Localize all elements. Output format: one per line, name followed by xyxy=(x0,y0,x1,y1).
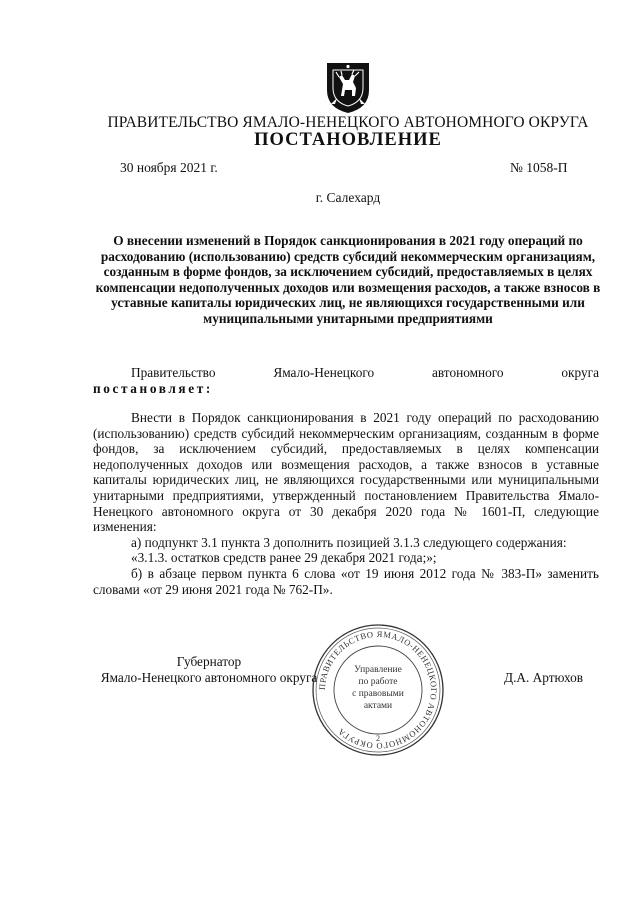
body-item-a-quote: «3.1.3. остатков средств ранее 29 декабря 2021 года;»; xyxy=(131,550,437,566)
signature-position xyxy=(93,654,325,685)
stamp-number: 2 xyxy=(376,734,380,743)
stamp-ring-text: ПРАВИТЕЛЬСТВО ЯМАЛО-НЕНЕЦКОГО АВТОНОМНОГО ОКРУГА xyxy=(316,628,440,752)
stamp-center-line1: Управление xyxy=(354,665,402,675)
stamp-center-line2: по работе xyxy=(358,677,398,687)
document-kind: ПОСТАНОВЛЕНИЕ xyxy=(254,130,442,150)
document-number: № 1058-П xyxy=(510,160,568,175)
coat-of-arms-icon xyxy=(323,60,373,115)
document-city: г. Салехард xyxy=(315,190,381,205)
body-item-a: а) подпункт 3.1 пункта 3 дополнить позицией 3.1.3 следующего содержания: xyxy=(131,534,567,550)
organization-name: ПРАВИТЕЛЬСТВО ЯМАЛО-НЕНЕЦКОГО АВТОНОМНОГО ОКРУГА xyxy=(107,114,589,131)
stamp-center-line3: с правовыми xyxy=(352,689,404,699)
document-body xyxy=(93,410,599,597)
preamble-resolves: постановляет: xyxy=(93,381,213,396)
signature-position-line2: Ямало-Ненецкого автономного округа xyxy=(100,669,318,685)
signature-name: Д.А. Артюхов xyxy=(504,670,584,685)
body-item-b: б) в абзаце первом пункта 6 слова «от 19 июня 2012 года № 383-П» заменить словами «от 29 июня 2021 года № 762-П». xyxy=(93,565,599,597)
official-stamp xyxy=(308,620,448,760)
signature-position-line1: Губернатор xyxy=(176,654,242,669)
preamble-government: Правительство Ямало-Ненецкого автономного округа xyxy=(131,365,599,380)
document-date: 30 ноября 2021 г. xyxy=(120,160,218,175)
body-intro: Внести в Порядок санкционирования в 2021 году операций по расходованию (использованию) средств субсидий некоммерческим организациям, созданным в форме фондов, за исключением субсидий, предоставляемых в целях компенсации недополученных доходов или возмещения расходов, а также взносов в уставные капиталы юридических лиц, не являющихся государственными или муниципальными унитарными предприятиями, утвержденный постановлением Правительства Ямало-Ненецкого автономного округа от 30 декабря 2020 года № 1601-П, следующие изменения: xyxy=(93,410,599,535)
stamp-center-line4: актами xyxy=(363,701,393,711)
document-title: О внесении изменений в Порядок санкционирования в 2021 году операций по расходованию (использованию) средств субсидий некоммерческим организациям, созданным в форме фондов, за исключением субсидий, предоставляемых в целях компенсации недополученных доходов или возмещения расходов, а также взносов в уставные капиталы юридических лиц, не являющихся государственными или муниципальными унитарными предприятиями xyxy=(95,233,601,326)
